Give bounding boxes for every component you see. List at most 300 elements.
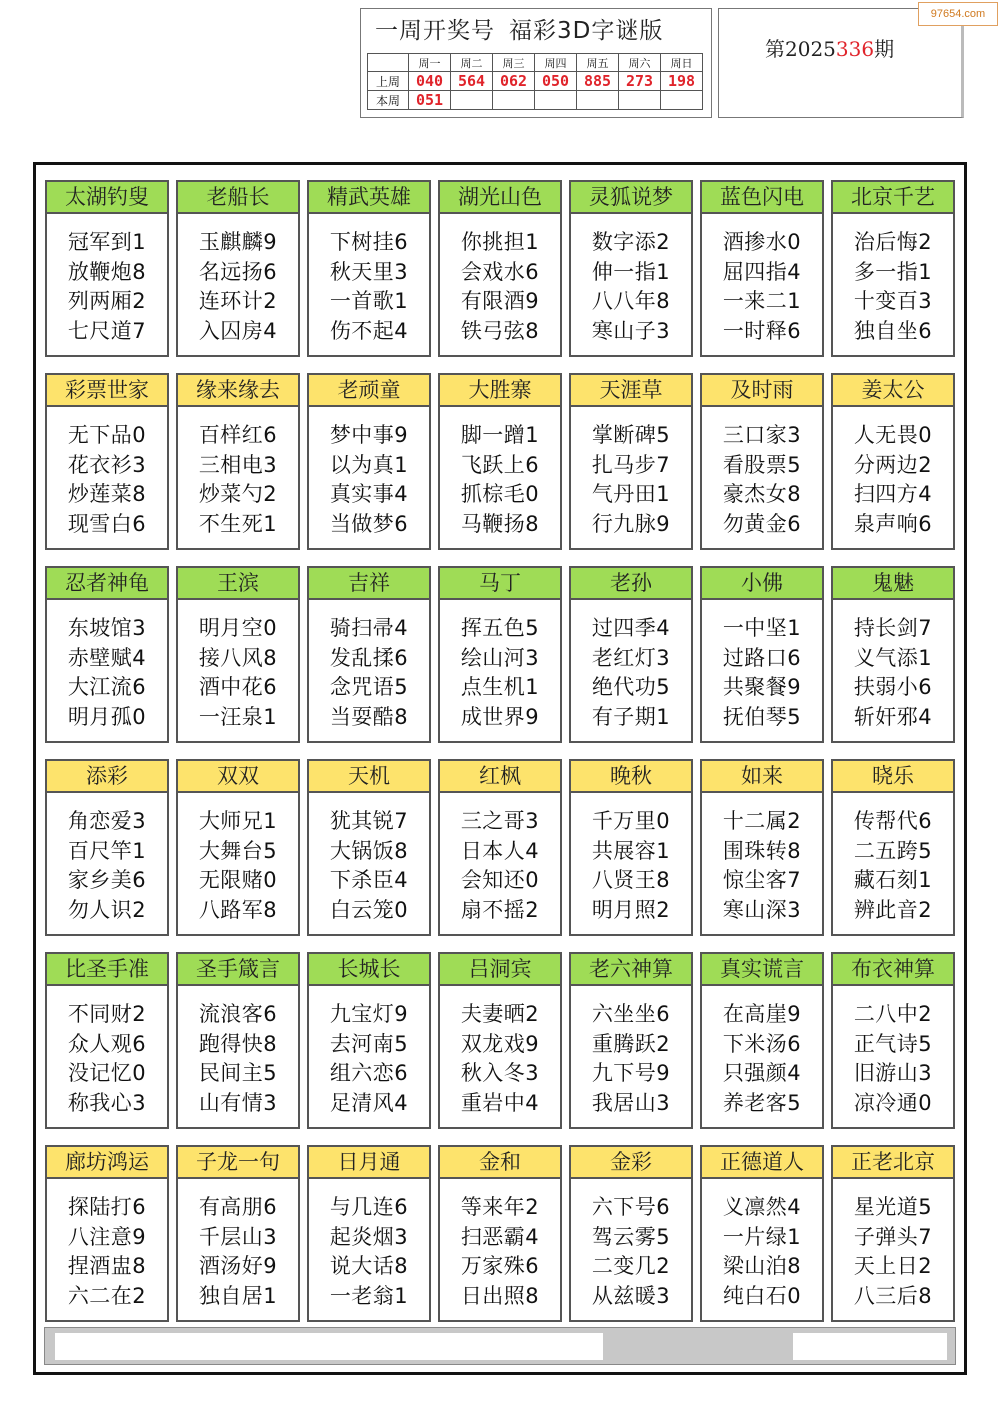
puzzle-line: 气丹田1 xyxy=(591,482,671,506)
puzzle-card xyxy=(569,566,693,743)
puzzle-line: 马鞭扬8 xyxy=(460,511,540,536)
puzzle-card xyxy=(176,1145,300,1322)
puzzle-line: 勿人识2 xyxy=(67,897,147,922)
puzzle-line: 千层山3 xyxy=(198,1224,278,1249)
puzzle-card xyxy=(45,759,169,936)
draw-number: 564 xyxy=(451,72,493,91)
puzzle-line: 下杀臣4 xyxy=(329,868,409,892)
puzzle-card xyxy=(45,566,169,743)
puzzle-line: 伸一指1 xyxy=(591,259,671,284)
puzzle-line: 九下号9 xyxy=(591,1061,671,1085)
puzzle-line: 只强颜4 xyxy=(722,1061,802,1085)
puzzle-card-lines xyxy=(178,407,298,539)
footer-blank-left xyxy=(55,1333,603,1360)
draw-number xyxy=(577,91,619,110)
day-header: 周六 xyxy=(619,54,661,72)
puzzle-line: 梦中事9 xyxy=(329,423,409,447)
puzzle-line: 独自坐6 xyxy=(853,318,933,343)
puzzle-card xyxy=(831,759,955,936)
puzzle-line: 八八年8 xyxy=(591,289,671,313)
puzzle-line: 没记忆0 xyxy=(67,1061,147,1085)
puzzle-line: 看股票5 xyxy=(722,452,802,477)
last-week-row xyxy=(368,72,703,91)
puzzle-line: 当耍酷8 xyxy=(329,704,409,729)
puzzle-card-title: 老顽童 xyxy=(309,375,429,407)
puzzle-line: 九宝灯9 xyxy=(329,1002,409,1026)
puzzle-line: 列两厢2 xyxy=(67,289,147,313)
puzzle-card xyxy=(569,373,693,550)
puzzle-card xyxy=(831,180,955,357)
puzzle-card-title: 彩票世家 xyxy=(47,375,167,407)
puzzle-card xyxy=(700,180,824,357)
puzzle-line: 抚伯琴5 xyxy=(722,704,802,729)
puzzle-line: 民间主5 xyxy=(198,1061,278,1085)
puzzle-line: 纯白石0 xyxy=(722,1283,802,1308)
puzzle-line: 酒中花6 xyxy=(198,675,278,699)
puzzle-card xyxy=(45,1145,169,1322)
period-label xyxy=(765,33,894,62)
puzzle-card xyxy=(176,566,300,743)
puzzle-line: 七尺道7 xyxy=(67,318,147,343)
puzzle-line: 日出照8 xyxy=(460,1283,540,1308)
puzzle-line: 传帮代6 xyxy=(853,809,933,833)
puzzle-line: 大江流6 xyxy=(67,675,147,699)
day-header: 周一 xyxy=(409,54,451,72)
puzzle-card xyxy=(438,952,562,1129)
puzzle-line: 惊尘客7 xyxy=(722,868,802,892)
draw-number: 051 xyxy=(409,91,451,110)
puzzle-card-title: 晚秋 xyxy=(571,761,691,793)
puzzle-line: 炒菜勺2 xyxy=(198,482,278,506)
puzzle-line: 扇不摇2 xyxy=(460,897,540,922)
puzzle-line: 持长剑7 xyxy=(853,616,933,640)
puzzle-card-lines xyxy=(833,986,953,1118)
puzzle-line: 冠军到1 xyxy=(67,230,147,254)
puzzle-line: 人无畏0 xyxy=(853,423,933,447)
puzzle-line: 以为真1 xyxy=(329,452,409,477)
puzzle-card-lines xyxy=(833,407,953,539)
puzzle-card-lines xyxy=(833,600,953,732)
puzzle-line: 重腾跃2 xyxy=(591,1031,671,1056)
puzzle-line: 三相电3 xyxy=(198,452,278,477)
puzzle-line: 不生死1 xyxy=(198,511,278,536)
puzzle-line: 从兹暖3 xyxy=(591,1283,671,1308)
puzzle-line: 下树挂6 xyxy=(329,230,409,254)
puzzle-line: 万家殊6 xyxy=(460,1254,540,1278)
puzzle-card-lines xyxy=(309,986,429,1118)
puzzle-line: 二变几2 xyxy=(591,1254,671,1278)
puzzle-card-lines xyxy=(178,600,298,732)
puzzle-line: 抓棕毛0 xyxy=(460,482,540,506)
puzzle-card-title: 真实谎言 xyxy=(702,954,822,986)
puzzle-line: 分两边2 xyxy=(853,452,933,477)
puzzle-line: 独自居1 xyxy=(198,1283,278,1308)
puzzle-card-lines xyxy=(178,986,298,1118)
puzzle-line: 老红灯3 xyxy=(591,645,671,670)
puzzle-line: 围珠转8 xyxy=(722,838,802,863)
puzzle-card-lines xyxy=(440,986,560,1118)
puzzle-line: 骑扫帚4 xyxy=(329,616,409,640)
site-watermark[interactable]: 97654.com xyxy=(918,2,998,26)
puzzle-card-lines xyxy=(571,407,691,539)
puzzle-line: 炒莲菜8 xyxy=(67,482,147,506)
puzzle-card xyxy=(569,1145,693,1322)
puzzle-card-title: 比圣手准 xyxy=(47,954,167,986)
puzzle-line: 一来二1 xyxy=(722,289,802,313)
puzzle-card-lines xyxy=(178,1179,298,1311)
puzzle-line: 挥五色5 xyxy=(460,616,540,640)
puzzle-line: 寒山子3 xyxy=(591,318,671,343)
puzzle-card-title: 日月通 xyxy=(309,1147,429,1179)
draw-number: 273 xyxy=(619,72,661,91)
puzzle-line: 十变百3 xyxy=(853,289,933,313)
this-week-row xyxy=(368,91,703,110)
puzzle-card-lines xyxy=(702,600,822,732)
puzzle-card-lines xyxy=(440,407,560,539)
puzzle-line: 有高朋6 xyxy=(198,1195,278,1219)
puzzle-card-title: 小佛 xyxy=(702,568,822,600)
puzzle-line: 扫恶霸4 xyxy=(460,1224,540,1249)
puzzle-line: 成世界9 xyxy=(460,704,540,729)
puzzle-card-lines xyxy=(309,407,429,539)
puzzle-card xyxy=(831,1145,955,1322)
day-header: 周四 xyxy=(535,54,577,72)
puzzle-card-lines xyxy=(702,793,822,925)
puzzle-line: 犹其锐7 xyxy=(329,809,409,833)
puzzle-line: 掌断碑5 xyxy=(591,423,671,447)
draw-number: 198 xyxy=(661,72,703,91)
puzzle-card-title: 双双 xyxy=(178,761,298,793)
puzzle-card xyxy=(438,1145,562,1322)
puzzle-card xyxy=(569,952,693,1129)
puzzle-line: 扫四方4 xyxy=(853,482,933,506)
puzzle-line: 养老客5 xyxy=(722,1090,802,1115)
puzzle-line: 真实事4 xyxy=(329,482,409,506)
puzzle-line: 明月孤0 xyxy=(67,704,147,729)
puzzle-line: 山有情3 xyxy=(198,1090,278,1115)
puzzle-card-title: 添彩 xyxy=(47,761,167,793)
puzzle-line: 六下号6 xyxy=(591,1195,671,1219)
puzzle-line: 去河南5 xyxy=(329,1031,409,1056)
puzzle-card xyxy=(569,180,693,357)
puzzle-line: 旧游山3 xyxy=(853,1061,933,1085)
puzzle-card-title: 天机 xyxy=(309,761,429,793)
puzzle-card xyxy=(307,180,431,357)
puzzle-card-lines xyxy=(833,1179,953,1311)
puzzle-line: 发乱揉6 xyxy=(329,645,409,670)
puzzle-card-title: 老六神算 xyxy=(571,954,691,986)
puzzle-card-title: 灵狐说梦 xyxy=(571,182,691,214)
puzzle-line: 扶弱小6 xyxy=(853,675,933,699)
header-title-sub: 福彩3D字谜版 xyxy=(509,18,664,44)
period-suffix: 期 xyxy=(874,37,895,61)
puzzle-line: 绘山河3 xyxy=(460,645,540,670)
puzzle-line: 众人观6 xyxy=(67,1031,147,1056)
puzzle-line: 驾云雾5 xyxy=(591,1224,671,1249)
puzzle-card xyxy=(176,952,300,1129)
puzzle-line: 无限赌0 xyxy=(198,868,278,892)
puzzle-card-lines xyxy=(571,214,691,346)
draw-table-days-row xyxy=(368,54,703,72)
puzzle-line: 玉麒麟9 xyxy=(198,230,278,254)
puzzle-line: 组六恋6 xyxy=(329,1061,409,1085)
puzzle-line: 白云笼0 xyxy=(329,897,409,922)
puzzle-line: 有限酒9 xyxy=(460,289,540,313)
puzzle-line: 现雪白6 xyxy=(67,511,147,536)
puzzle-line: 大锅饭8 xyxy=(329,838,409,863)
puzzle-card-lines xyxy=(47,407,167,539)
puzzle-line: 屈四指4 xyxy=(722,259,802,284)
puzzle-line: 数字添2 xyxy=(591,230,671,254)
day-header: 周日 xyxy=(661,54,703,72)
puzzle-line: 大师兄1 xyxy=(198,809,278,833)
puzzle-card-lines xyxy=(571,600,691,732)
puzzle-card-lines xyxy=(440,600,560,732)
puzzle-card-title: 及时雨 xyxy=(702,375,822,407)
puzzle-line: 梁山泊8 xyxy=(722,1254,802,1278)
puzzle-card-title: 子龙一句 xyxy=(178,1147,298,1179)
puzzle-card xyxy=(438,759,562,936)
puzzle-line: 共聚餐9 xyxy=(722,675,802,699)
puzzle-card-title: 湖光山色 xyxy=(440,182,560,214)
puzzle-line: 一片绿1 xyxy=(722,1224,802,1249)
puzzle-line: 秋天里3 xyxy=(329,259,409,284)
puzzle-card-lines xyxy=(833,214,953,346)
puzzle-card-lines xyxy=(309,600,429,732)
puzzle-line: 二五跨5 xyxy=(853,838,933,863)
puzzle-card-title: 天涯草 xyxy=(571,375,691,407)
puzzle-line: 在高崖9 xyxy=(722,1002,802,1026)
puzzle-line: 有子期1 xyxy=(591,704,671,729)
puzzle-line: 三口家3 xyxy=(722,423,802,447)
puzzle-card xyxy=(831,952,955,1129)
puzzle-line: 花衣衫3 xyxy=(67,452,147,477)
puzzle-line: 起炎烟3 xyxy=(329,1224,409,1249)
puzzle-line: 当做梦6 xyxy=(329,511,409,536)
puzzle-card-lines xyxy=(178,214,298,346)
puzzle-line: 辨此音2 xyxy=(853,897,933,922)
puzzle-card-lines xyxy=(702,986,822,1118)
puzzle-line: 点生机1 xyxy=(460,675,540,699)
puzzle-card-lines xyxy=(571,986,691,1118)
puzzle-card xyxy=(307,566,431,743)
footer-bar xyxy=(44,1327,956,1365)
puzzle-line: 你挑担1 xyxy=(460,230,540,254)
puzzle-card-title: 正德道人 xyxy=(702,1147,822,1179)
puzzle-card-title: 精武英雄 xyxy=(309,182,429,214)
puzzle-line: 与几连6 xyxy=(329,1195,409,1219)
header-title xyxy=(361,9,711,51)
puzzle-line: 探陆打6 xyxy=(67,1195,147,1219)
puzzle-card xyxy=(307,1145,431,1322)
puzzle-line: 捏酒盅8 xyxy=(67,1254,147,1278)
puzzle-line: 铁弓弦8 xyxy=(460,318,540,343)
puzzle-line: 接八风8 xyxy=(198,645,278,670)
puzzle-line: 东坡馆3 xyxy=(67,616,147,640)
puzzle-line: 我居山3 xyxy=(591,1090,671,1115)
draw-number: 885 xyxy=(577,72,619,91)
puzzle-card-title: 布衣神算 xyxy=(833,954,953,986)
puzzle-line: 一中坚1 xyxy=(722,616,802,640)
puzzle-line: 义凛然4 xyxy=(722,1195,802,1219)
puzzle-card xyxy=(700,952,824,1129)
puzzle-line: 入囚房4 xyxy=(198,318,278,343)
puzzle-line: 一首歌1 xyxy=(329,289,409,313)
puzzle-line: 百尺竿1 xyxy=(67,838,147,863)
puzzle-line: 星光道5 xyxy=(853,1195,933,1219)
puzzle-line: 一老翁1 xyxy=(329,1283,409,1308)
header-title-main: 一周开奖号 xyxy=(375,18,495,44)
puzzle-line: 角恋爱3 xyxy=(67,809,147,833)
this-week-label: 本周 xyxy=(368,91,409,110)
puzzle-card xyxy=(176,759,300,936)
puzzle-card xyxy=(700,373,824,550)
puzzle-line: 正气诗5 xyxy=(853,1031,933,1056)
puzzle-line: 念咒语5 xyxy=(329,675,409,699)
puzzle-line: 秋入冬3 xyxy=(460,1061,540,1085)
puzzle-line: 勿黄金6 xyxy=(722,511,802,536)
puzzle-card-lines xyxy=(440,793,560,925)
puzzle-line: 说大话8 xyxy=(329,1254,409,1278)
puzzle-card-lines xyxy=(178,793,298,925)
puzzle-line: 明月空0 xyxy=(198,616,278,640)
puzzle-card-lines xyxy=(702,214,822,346)
puzzle-line: 六坐坐6 xyxy=(591,1002,671,1026)
period-prefix: 第2025 xyxy=(765,37,836,61)
puzzle-line: 一汪泉1 xyxy=(198,704,278,729)
puzzle-card xyxy=(45,952,169,1129)
draw-number: 050 xyxy=(535,72,577,91)
puzzle-line: 酒汤好9 xyxy=(198,1254,278,1278)
puzzle-line: 寒山深3 xyxy=(722,897,802,922)
puzzle-card xyxy=(438,180,562,357)
puzzle-card-title: 鬼魅 xyxy=(833,568,953,600)
puzzle-card-title: 晓乐 xyxy=(833,761,953,793)
puzzle-card-title: 红枫 xyxy=(440,761,560,793)
puzzle-line: 脚一蹭1 xyxy=(460,423,540,447)
puzzle-line: 天上日2 xyxy=(853,1254,933,1278)
puzzle-card xyxy=(45,373,169,550)
puzzle-line: 日本人4 xyxy=(460,838,540,863)
last-week-label: 上周 xyxy=(368,72,409,91)
draw-number xyxy=(619,91,661,110)
puzzle-card-title: 马丁 xyxy=(440,568,560,600)
puzzle-card-lines xyxy=(702,407,822,539)
puzzle-line: 明月照2 xyxy=(591,897,671,922)
puzzle-card xyxy=(700,759,824,936)
puzzle-card-lines xyxy=(833,793,953,925)
puzzle-line: 十二属2 xyxy=(722,809,802,833)
draw-number xyxy=(493,91,535,110)
puzzle-line: 大舞台5 xyxy=(198,838,278,863)
puzzle-card-title: 长城长 xyxy=(309,954,429,986)
puzzle-card-title: 北京千艺 xyxy=(833,182,953,214)
puzzle-line: 无下品0 xyxy=(67,423,147,447)
puzzle-line: 称我心3 xyxy=(67,1090,147,1115)
draw-number xyxy=(451,91,493,110)
puzzle-line: 一时释6 xyxy=(722,318,802,343)
puzzle-line: 泉声响6 xyxy=(853,511,933,536)
puzzle-line: 共展容1 xyxy=(591,838,671,863)
period-number: 336 xyxy=(835,37,875,61)
puzzle-line: 六二在2 xyxy=(67,1283,147,1308)
puzzle-card-title: 太湖钓叟 xyxy=(47,182,167,214)
puzzle-card-lines xyxy=(47,986,167,1118)
puzzle-card-title: 老孙 xyxy=(571,568,691,600)
puzzle-line: 子弹头7 xyxy=(853,1224,933,1249)
puzzle-card-lines xyxy=(309,793,429,925)
puzzle-line: 八路军8 xyxy=(198,897,278,922)
puzzle-card-title: 金和 xyxy=(440,1147,560,1179)
puzzle-card xyxy=(176,180,300,357)
puzzle-card-lines xyxy=(440,214,560,346)
puzzle-card xyxy=(307,373,431,550)
puzzle-line: 赤壁赋4 xyxy=(67,645,147,670)
puzzle-card xyxy=(307,759,431,936)
puzzle-line: 重岩中4 xyxy=(460,1090,540,1115)
puzzle-card xyxy=(438,373,562,550)
puzzle-line: 藏石刻1 xyxy=(853,868,933,892)
puzzle-card-lines xyxy=(571,1179,691,1311)
puzzle-line: 行九脉9 xyxy=(591,511,671,536)
puzzle-card-title: 廊坊鸿运 xyxy=(47,1147,167,1179)
puzzle-card-title: 吉祥 xyxy=(309,568,429,600)
puzzle-line: 斩奸邪4 xyxy=(853,704,933,729)
puzzle-card-lines xyxy=(309,1179,429,1311)
puzzle-card xyxy=(176,373,300,550)
puzzle-card-title: 正老北京 xyxy=(833,1147,953,1179)
puzzle-card-title: 忍者神龟 xyxy=(47,568,167,600)
puzzle-card-title: 缘来缘去 xyxy=(178,375,298,407)
puzzle-frame xyxy=(33,162,967,1375)
day-header: 周五 xyxy=(577,54,619,72)
draw-number: 040 xyxy=(409,72,451,91)
puzzle-line: 足清风4 xyxy=(329,1090,409,1115)
puzzle-card-title: 姜太公 xyxy=(833,375,953,407)
puzzle-card-title: 如来 xyxy=(702,761,822,793)
puzzle-card xyxy=(700,566,824,743)
puzzle-card-lines xyxy=(47,1179,167,1311)
puzzle-line: 三之哥3 xyxy=(460,809,540,833)
puzzle-line: 绝代功5 xyxy=(591,675,671,699)
puzzle-card-lines xyxy=(702,1179,822,1311)
puzzle-card-lines xyxy=(47,214,167,346)
day-header: 周三 xyxy=(493,54,535,72)
puzzle-line: 伤不起4 xyxy=(329,318,409,343)
puzzle-card-lines xyxy=(309,214,429,346)
puzzle-card xyxy=(438,566,562,743)
puzzle-line: 治后悔2 xyxy=(853,230,933,254)
puzzle-card-lines xyxy=(47,793,167,925)
puzzle-line: 下米汤6 xyxy=(722,1031,802,1056)
puzzle-line: 八贤王8 xyxy=(591,868,671,892)
day-header: 周二 xyxy=(451,54,493,72)
puzzle-card-title: 吕洞宾 xyxy=(440,954,560,986)
puzzle-line: 八注意9 xyxy=(67,1224,147,1249)
puzzle-line: 连环计2 xyxy=(198,289,278,313)
puzzle-line: 过四季4 xyxy=(591,616,671,640)
puzzle-line: 放鞭炮8 xyxy=(67,259,147,284)
puzzle-line: 夫妻晒2 xyxy=(460,1002,540,1026)
puzzle-line: 凉冷通0 xyxy=(853,1090,933,1115)
weekly-draw-panel xyxy=(360,8,712,118)
puzzle-card xyxy=(569,759,693,936)
draw-number xyxy=(535,91,577,110)
puzzle-line: 流浪客6 xyxy=(198,1002,278,1026)
puzzle-card-title: 蓝色闪电 xyxy=(702,182,822,214)
puzzle-line: 飞跃上6 xyxy=(460,452,540,477)
puzzle-card-lines xyxy=(47,600,167,732)
